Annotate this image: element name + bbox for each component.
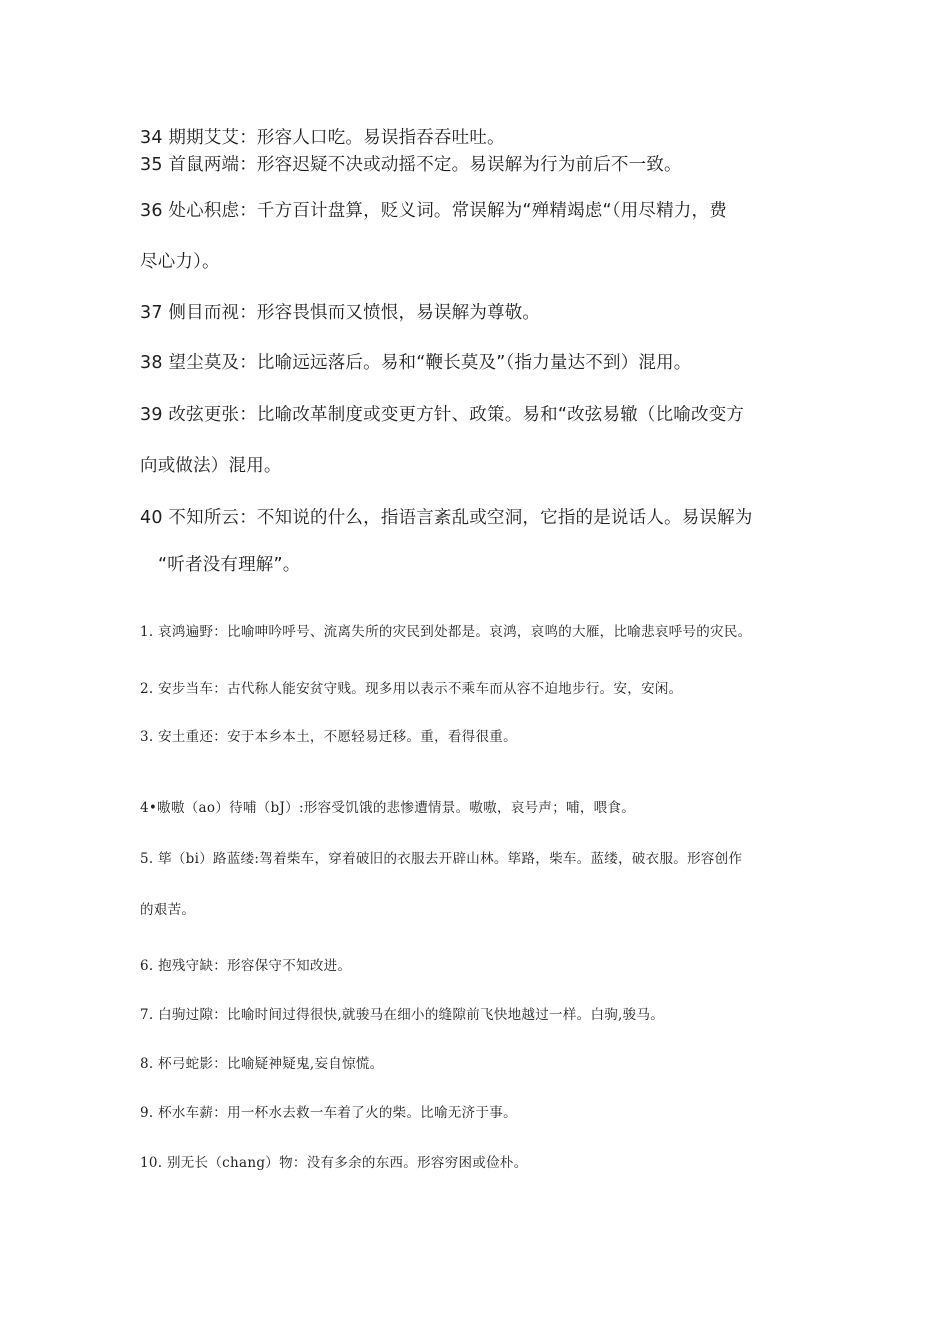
idiom-2: 2. 安步当车：古代称人能安贫守贱。现多用以表示不乘车而从容不迫地步行。安，安闲。 [140, 681, 683, 697]
idiom-5: 5. 筚（bi）路蓝缕:驾着柴车，穿着破旧的衣服去开辟山林。筚路，柴车。蓝缕，破衣服。形容创作 [140, 851, 743, 867]
idiom-8: 8. 杯弓蛇影：比喻疑神疑鬼,妄自惊慌。 [140, 1056, 384, 1072]
idiom-39: 39 改弦更张：比喻改革制度或变更方针、政策。易和“改弦易辙（比喻改变方 [140, 405, 745, 425]
idiom-10: 10. 别无长（chang）物：没有多余的东西。形容穷困或俭朴。 [140, 1155, 528, 1171]
idiom-35: 35 首鼠两端：形容迟疑不决或动摇不定。易误解为行为前后不一致。 [140, 155, 682, 175]
idiom-40: 40 不知所云：不知说的什么，指语言紊乱或空洞，它指的是说话人。易误解为 [140, 508, 753, 528]
idiom-7: 7. 白驹过隙：比喻时间过得很快,就骏马在细小的缝隙前飞快地越过一样。白驹,骏马。 [140, 1007, 665, 1023]
idiom-3: 3. 安土重还：安于本乡本土，不愿轻易迁移。重，看得很重。 [140, 729, 517, 745]
idiom-36-continuation: 尽心力）。 [140, 252, 220, 272]
idiom-40-continuation: “听者没有理解”。 [158, 555, 301, 575]
idiom-34: 34 期期艾艾：形容人口吃。易误指吞吞吐吐。 [140, 128, 505, 148]
idiom-9: 9. 杯水车薪：用一杯水去救一车着了火的柴。比喻无济于事。 [140, 1105, 517, 1121]
idiom-37: 37 侧目而视：形容畏惧而又愤恨，易误解为尊敬。 [140, 303, 541, 323]
idiom-4: 4•嗷嗷（ao）待哺（bJ）:形容受饥饿的悲惨遭情景。嗷嗷，哀号声；哺，喂食。 [140, 800, 636, 816]
idiom-1: 1. 哀鸿遍野：比喻呻吟呼号、流离失所的灾民到处都是。哀鸿，哀鸣的大雁，比喻悲哀呼号的灾民。 [140, 624, 752, 640]
idiom-39-continuation: 向或做法）混用。 [140, 456, 282, 476]
idiom-36: 36 处心积虑：千方百计盘算，贬义词。常误解为“殚精竭虑“（用尽精力，费 [140, 201, 727, 221]
idiom-5-continuation: 的艰苦。 [140, 902, 196, 918]
idiom-6: 6. 抱残守缺：形容保守不知改进。 [140, 958, 352, 974]
idiom-38: 38 望尘莫及：比喻远远落后。易和“鞭长莫及”（指力量达不到）混用。 [140, 353, 692, 373]
